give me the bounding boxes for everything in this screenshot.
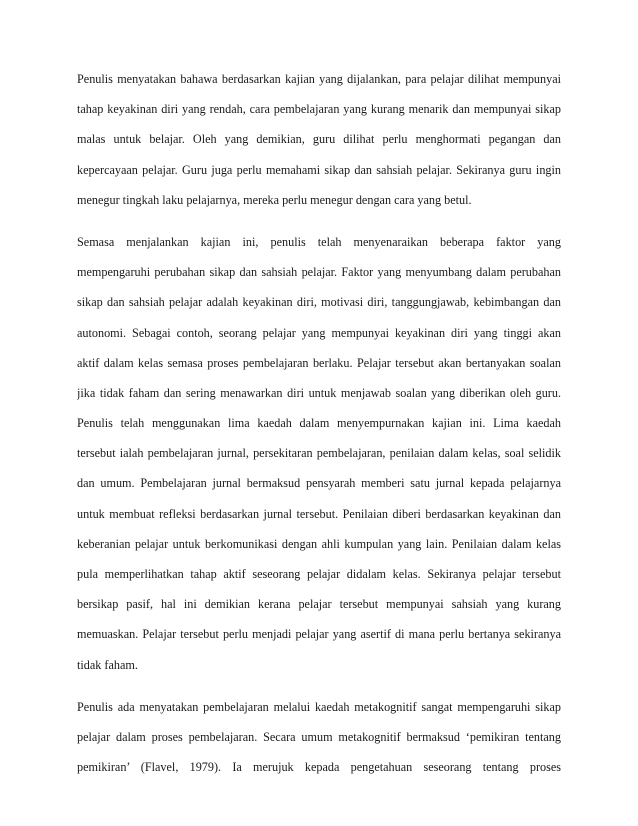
text-line: pula memperlihatkan tahap aktif seseorang pelajar didalam kelas. Sekiranya pelajar tersebut [77, 567, 561, 581]
text-line: memuaskan. Pelajar tersebut perlu menjadi pelajar yang asertif di mana perlu bertanya sekiranya [77, 627, 561, 642]
document-body [77, 64, 561, 794]
text-line: aktif dalam kelas semasa proses pembelajaran berlaku. Pelajar tersebut akan bertanyakan soalan [77, 355, 561, 370]
text-line: tidak faham. [77, 657, 138, 672]
text-line: Penulis ada menyatakan pembelajaran melalui kaedah metakognitif sangat mempengaruhi sikap [77, 699, 561, 714]
text-line: Penulis menyatakan bahawa berdasarkan kajian yang dijalankan, para pelajar dilihat mempunyai [77, 72, 561, 86]
text-line: malas untuk belajar. Oleh yang demikian, guru dilihat perlu menghormati pegangan dan [77, 132, 561, 147]
text-line: tahap keyakinan diri yang rendah, cara pembelajaran yang kurang menarik dan mempunyai sikap [77, 102, 561, 117]
paragraph-2 [77, 227, 561, 680]
text-line: mempengaruhi perubahan sikap dan sahsiah pelajar. Faktor yang menyumbang dalam perubahan [77, 265, 561, 280]
text-line: keberanian pelajar untuk berkomunikasi dengan ahli kumpulan yang lain. Penilaian dalam kelas [77, 536, 561, 551]
text-line: autonomi. Sebagai contoh, seorang pelajar yang mempunyai keyakinan diri yang tinggi akan [77, 325, 561, 340]
text-line: bersikap pasif, hal ini demikian kerana pelajar tersebut mempunyai sahsiah yang kurang [77, 597, 561, 612]
text-line: kepercayaan pelajar. Guru juga perlu memahami sikap dan sahsiah pelajar. Sekiranya guru ingin [77, 162, 561, 177]
text-line: jika tidak faham dan sering menawarkan diri untuk menjawab soalan yang diberikan oleh guru. [77, 385, 561, 400]
paragraph-3 [77, 692, 561, 783]
text-line: pelajar dalam proses pembelajaran. Secara umum metakognitif bermaksud ‘pemikiran tentang [77, 729, 561, 744]
text-line: tersebut ialah pembelajaran jurnal, persekitaran pembelajaran, penilaian dalam kelas, soal selidik [77, 446, 561, 461]
text-line: sikap dan sahsiah pelajar adalah keyakinan diri, motivasi diri, tanggungjawab, kebimbangan dan [77, 295, 561, 310]
text-line: untuk membuat refleksi berdasarkan jurnal tersebut. Penilaian diberi berdasarkan keyakinan dan [77, 506, 561, 521]
text-line: menegur tingkah laku pelajarnya, mereka perlu menegur dengan cara yang betul. [77, 192, 472, 207]
text-line: pemikiran’ (Flavel, 1979). Ia merujuk kepada pengetahuan seseorang tentang proses [77, 760, 561, 775]
text-line: dan umum. Pembelajaran jurnal bermaksud pensyarah memberi satu jurnal kepada pelajarnya [77, 476, 561, 491]
text-line: Penulis telah menggunakan lima kaedah dalam menyempurnakan kajian ini. Lima kaedah [77, 416, 561, 431]
paragraph-1 [77, 64, 561, 215]
text-line: Semasa menjalankan kajian ini, penulis telah menyenaraikan beberapa faktor yang [77, 234, 561, 249]
